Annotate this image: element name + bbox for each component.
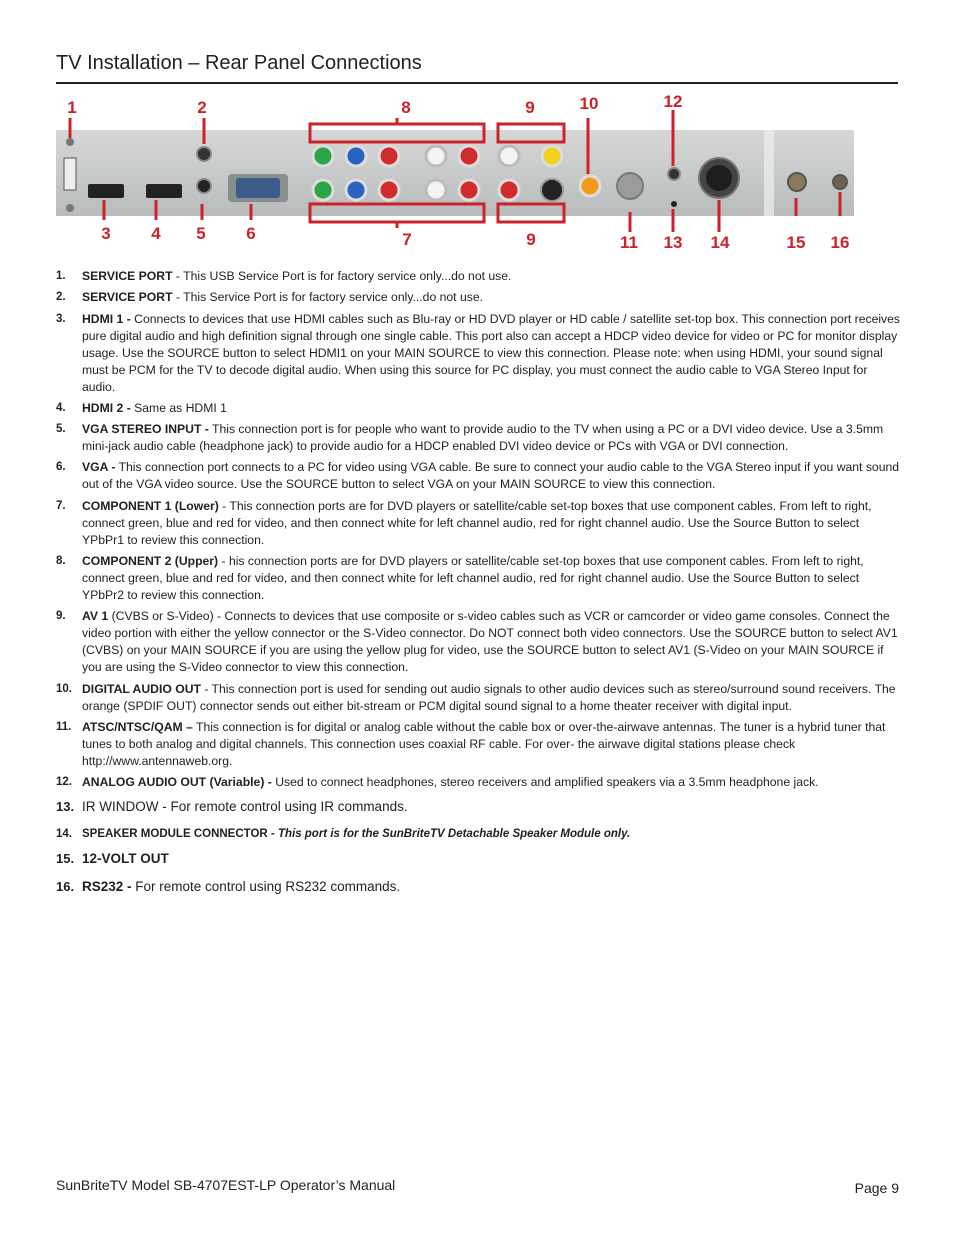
item-label: ATSC/NTSC/QAM – [82, 719, 193, 734]
callout-2: 2 [197, 98, 207, 117]
digital-audio-out-jack [580, 176, 600, 196]
footer-page-number: Page 9 [854, 1180, 899, 1196]
list-item [56, 289, 901, 306]
list-item [56, 681, 901, 715]
item-text: - This connection port is used for sending out audio signals to other audio devices such as stereo/surround sound receivers. The orange (SPDIF OUT) connector sends out either bit-stream or PCM digital sound signal to a home theater receiver with digital input. [82, 681, 896, 713]
composite-video-jack [542, 146, 562, 166]
item-text: (CVBS or S-Video) - Connects to devices that use composite or s-video cables such as VCR or camcorder or video game consoles. Connect the video portion with either the yellow connector or the S-Video connector. Do NOT connect both video connectors. Use the SOURCE button to select AV1 (CVBS) on your MAIN SOURCE if you are using the yellow plug for video, use the SOURCE button to select AV1 (S-Video on your MAIN SOURCE if you are using the S-Video connector to view this connection. [82, 609, 898, 675]
screw-icon [66, 138, 74, 146]
callout-12: 12 [663, 92, 683, 111]
item-number: 2. [56, 291, 66, 304]
item-number: 5. [56, 423, 66, 436]
callout-13: 13 [663, 233, 683, 252]
item-text: Same as HDMI 1 [130, 400, 227, 415]
callout-8: 8 [401, 98, 411, 117]
list-item-rs232 [56, 878, 901, 896]
analog-audio-out-jack [668, 168, 680, 180]
s-video-jack [541, 179, 563, 201]
item-text: Connects to devices that use HDMI cables such as Blu-ray or HD DVD player or HD cable / satellite set-top box. This connection port receives pure digital audio and high definition signal through one single cable. This port also can accept a HDCP video device for video or PC for monitor display usage. Use the SOURCE button to select HDMI1 on your MAIN SOURCE to view this connection. Please note: when using HDMI, your sound signal must be PCM for the TV to decode digital audio. When using this source for PC display, you must connect the audio cable to VGA Stereo Input for audio. [82, 311, 901, 394]
item-number: 6. [56, 461, 66, 474]
page-title: TV Installation – Rear Panel Connections [56, 52, 422, 74]
callout-15: 15 [786, 233, 806, 252]
list-item [56, 553, 901, 604]
item-label: SERVICE PORT [82, 290, 173, 305]
item-label: AV 1 [82, 609, 109, 624]
list-item [56, 608, 901, 676]
item-number: 11. [56, 720, 72, 733]
list-item [56, 268, 901, 285]
item-number: 3. [56, 312, 66, 325]
item-number: 15. [56, 851, 75, 867]
list-item [56, 498, 901, 549]
list-item-speaker-module [56, 826, 901, 843]
item-number: 9. [56, 610, 66, 623]
callout-4: 4 [151, 224, 161, 243]
item-number: 7. [56, 499, 66, 512]
callout-9-top: 9 [525, 98, 535, 117]
callout-16: 16 [830, 233, 850, 252]
list-item [56, 459, 901, 493]
item-number: 13. [56, 799, 75, 815]
item-label: IR WINDOW [82, 799, 159, 815]
callout-14: 14 [710, 233, 730, 252]
item-label: COMPONENT 2 (Upper) [82, 554, 219, 569]
item-text: This connection port connects to a PC for video using VGA cable. Be sure to connect your audio cable to the VGA Stereo input if you want sound out of the VGA video source. Use the SOURCE button to select VGA on your MAIN SOURCE to view this connection. [82, 460, 900, 492]
av-audio-right-jack [499, 180, 519, 200]
callout-10: 10 [579, 94, 599, 113]
list-item-12-volt [56, 850, 901, 868]
item-label: SERVICE PORT [82, 269, 173, 283]
item-label: ANALOG AUDIO OUT (Variable) - [82, 775, 272, 790]
item-label: COMPONENT 1 (Lower) [82, 498, 219, 513]
ir-window [671, 201, 677, 207]
callout-9-bottom: 9 [526, 230, 536, 249]
item-text: Used to connect headphones, stereo receivers and amplified speakers via a 3.5mm headphone jack. [271, 775, 819, 790]
item-number: 16. [56, 879, 75, 895]
rear-panel-illustration [56, 96, 898, 256]
footer-manual-title: SunBriteTV Model SB-4707EST-LP Operator’s Manual [56, 1177, 396, 1193]
item-number: 4. [56, 401, 66, 414]
item-text: This connection is for digital or analog cable without the cable box or over-the-airwave antennas. The tuner is a hybrid tuner that tunes to both analog and digital channels. This connection uses coaxial RF cable. For over- the airwave digital stations please check http://www.antennaweb.org. [82, 719, 886, 768]
item-label: DIGITAL AUDIO OUT [82, 681, 201, 696]
item-text: For remote control using RS232 commands. [131, 879, 401, 895]
item-text: - his connection ports are for DVD players or satellite/cable set-top boxes that use component cables. From left to right, connect green, blue and red for video, and then connect white for left channel audio, red for right channel audio. Use the Source Button to select YPbPr2 to review this connection. [82, 554, 864, 603]
screw-icon [66, 204, 74, 212]
item-number: 12. [56, 776, 72, 789]
12-volt-out-connector [788, 173, 806, 191]
item-text: - For remote control using IR commands. [158, 799, 408, 815]
item-label: RS232 - [82, 879, 132, 895]
item-label: VGA - [82, 460, 116, 475]
item-label: SPEAKER MODULE CONNECTOR - [82, 828, 275, 841]
list-item [56, 774, 901, 791]
item-text: This port is for the SunBriteTV Detachable Speaker Module only. [274, 828, 631, 841]
av-audio-left-jack [499, 146, 519, 166]
usb-service-port [64, 158, 76, 190]
item-text: - This Service Port is for factory service only...do not use. [172, 290, 483, 305]
list-item [56, 421, 901, 455]
list-item [56, 400, 901, 417]
callout-7: 7 [402, 230, 412, 249]
callout-3: 3 [101, 224, 111, 243]
connection-list [56, 268, 901, 906]
item-text: - This connection ports are for DVD players or satellite/cable set-top boxes that use component cables. From left to right, connect green, blue and red for video, and then connect white for left channel audio, red for right channel audio. Use the Source Button to select YPbPr1 to review this connection. [82, 498, 872, 547]
item-text: - This USB Service Port is for factory service only...do not use. [172, 269, 512, 283]
title-divider [56, 82, 898, 84]
list-item-ir-window [56, 798, 901, 816]
item-number: 1. [56, 270, 66, 282]
item-label: HDMI 2 - [82, 400, 131, 415]
callout-11: 11 [620, 233, 638, 252]
list-item [56, 719, 901, 770]
item-label: VGA STEREO INPUT - [82, 422, 209, 437]
item-number: 10. [56, 682, 72, 695]
item-label: 12-VOLT OUT [82, 851, 169, 867]
callout-5: 5 [196, 224, 206, 243]
list-item [56, 311, 901, 396]
rear-panel-diagram [56, 92, 898, 256]
item-label: HDMI 1 - [82, 311, 131, 326]
vga-stereo-jack [197, 179, 211, 193]
hdmi-2-port [146, 184, 182, 198]
item-number: 8. [56, 555, 66, 568]
rf-coax-connector [617, 173, 643, 199]
item-text: This connection port is for people who want to provide audio to the TV when using a PC or a DVI video device. Use a 3.5mm mini-jack audio cable (headphone jack) to provide audio for a HDCP enabled DVI video device or PCs with VGA or DVI connection. [82, 422, 884, 454]
callout-1: 1 [67, 98, 77, 117]
service-port-jack [197, 147, 211, 161]
callout-6: 6 [246, 224, 256, 243]
item-number: 14. [56, 828, 72, 841]
hdmi-1-port [88, 184, 124, 198]
rs232-connector [833, 175, 847, 189]
